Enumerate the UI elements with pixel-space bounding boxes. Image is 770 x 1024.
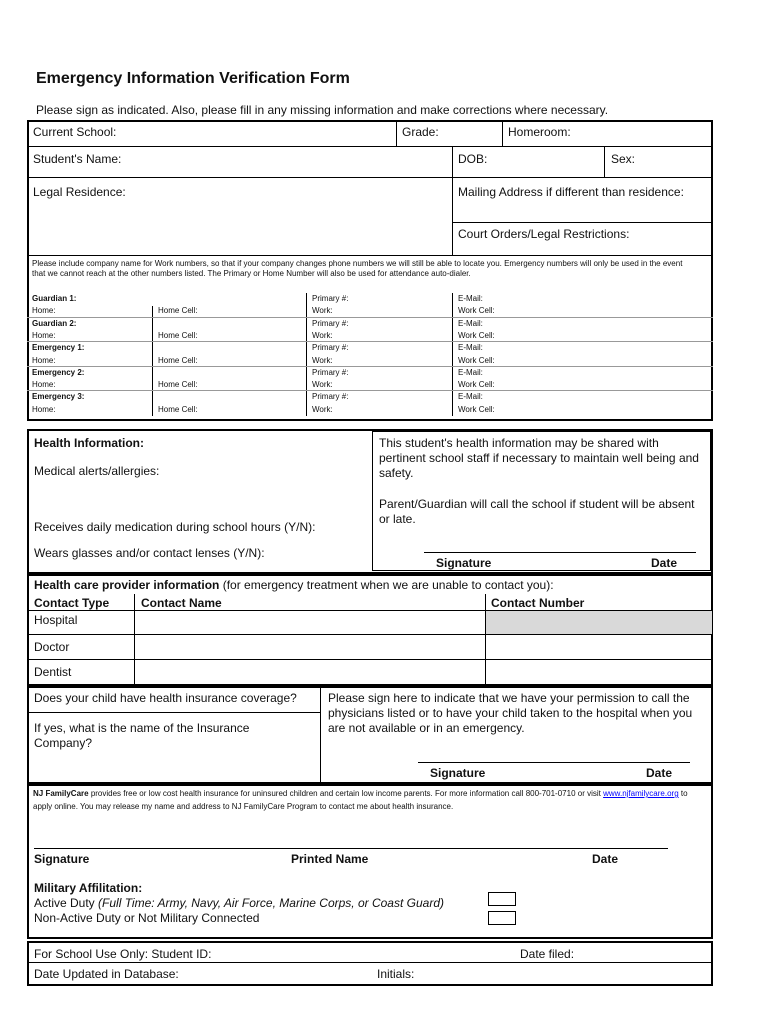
contact-cell[interactable]: Work Cell: — [458, 330, 495, 340]
contact-cell[interactable]: Work Cell: — [458, 380, 495, 390]
absent-statement: Parent/Guardian will call the school if student will be absent or late. — [379, 497, 695, 526]
insurance-company-field[interactable]: If yes, what is the name of the Insurance Company? — [34, 721, 250, 750]
mailing-address-field[interactable]: Mailing Address if different than residence: — [458, 185, 684, 199]
sex-field[interactable]: Sex: — [611, 152, 636, 166]
familycare-signature-line[interactable] — [34, 848, 668, 849]
initials-field[interactable]: Initials: — [377, 967, 415, 981]
non-active-checkbox[interactable] — [488, 911, 516, 925]
contact-cell[interactable]: Guardian 2: — [32, 318, 77, 328]
military-heading: Military Affilitation: — [34, 881, 143, 895]
contacts-note: Please include company name for Work numbers, so that if your company changes phone numbers we will still be able to locate you. Emergency numbers will only be used in the event that we cannot reach at the other numbers listed. The Primary or Home Number will also be used for attendance auto-dialer. — [32, 259, 683, 278]
legal-residence-field[interactable]: Legal Residence: — [33, 185, 126, 199]
row-hospital: Hospital — [34, 613, 78, 627]
active-duty-checkbox[interactable] — [488, 892, 516, 906]
familycare-signature-label: Signature — [34, 852, 90, 866]
familycare-text: NJ FamilyCare provides free or low cost health insurance for uninsured children and certain low income parents. For more information call 800-701-0710 or visit www.njfamilycare.org to apply online. You may release my name and address to NJ FamilyCare Program to contact me about health insurance. — [33, 789, 688, 811]
contact-cell[interactable]: E-Mail: — [458, 392, 483, 402]
hospital-number-shaded — [486, 611, 712, 634]
contact-cell[interactable]: Home Cell: — [158, 404, 198, 414]
contact-cell[interactable]: Work Cell: — [458, 404, 495, 414]
familycare-link[interactable]: www.njfamilycare.org — [603, 789, 679, 798]
share-statement: This student's health information may be shared with pertinent school staff if necessary to maintain well being and safety. — [379, 436, 699, 480]
contact-cell[interactable]: Guardian 1: — [32, 294, 77, 303]
date-filed-field[interactable]: Date filed: — [520, 947, 575, 961]
current-school-field[interactable]: Current School: — [33, 125, 117, 139]
court-orders-field[interactable]: Court Orders/Legal Restrictions: — [458, 227, 630, 241]
contact-cell[interactable]: Home: — [32, 306, 56, 316]
contact-cell[interactable]: Work: — [312, 330, 333, 340]
student-id-field[interactable]: For School Use Only: Student ID: — [34, 947, 212, 961]
permission-signature-label: Signature — [430, 766, 486, 780]
contact-cell[interactable]: Home Cell: — [158, 330, 198, 340]
page-title: Emergency Information Verification Form — [36, 70, 350, 87]
contact-cell[interactable]: Home: — [32, 380, 56, 390]
contact-cell[interactable]: Primary #: — [312, 343, 349, 353]
contact-cell[interactable]: E-Mail: — [458, 343, 483, 353]
contact-cell[interactable]: E-Mail: — [458, 367, 483, 377]
contact-cell[interactable]: Work Cell: — [458, 306, 495, 316]
row-dentist: Dentist — [34, 665, 72, 679]
contact-cell[interactable]: E-Mail: — [458, 318, 483, 328]
insurance-question[interactable]: Does your child have health insurance coverage? — [34, 691, 297, 705]
homeroom-field[interactable]: Homeroom: — [508, 125, 571, 139]
contact-cell[interactable]: Primary #: — [312, 392, 349, 402]
glasses-field[interactable]: Wears glasses and/or contact lenses (Y/N): — [34, 546, 265, 560]
contact-cell[interactable]: Home Cell: — [158, 380, 198, 390]
printed-name-label: Printed Name — [291, 852, 369, 866]
contact-cell[interactable]: Emergency 1: — [32, 343, 85, 353]
students-name-field[interactable]: Student's Name: — [33, 152, 122, 166]
contact-cell[interactable]: Home Cell: — [158, 306, 198, 316]
contact-cell[interactable]: Work: — [312, 355, 333, 365]
contact-cell[interactable]: Home: — [32, 355, 56, 365]
col-contact-type: Contact Type — [34, 596, 110, 610]
contact-cell[interactable]: Work: — [312, 404, 333, 414]
familycare-date-label: Date — [592, 852, 619, 866]
contact-cell[interactable]: E-Mail: — [458, 294, 483, 303]
active-duty-label: Active Duty (Full Time: Army, Navy, Air Force, Marine Corps, or Coast Guard) — [34, 896, 444, 910]
row-doctor: Doctor — [34, 640, 70, 654]
health-signature-line[interactable] — [424, 552, 696, 553]
health-signature-label: Signature — [436, 556, 492, 570]
contact-cell[interactable]: Work Cell: — [458, 355, 495, 365]
col-contact-number: Contact Number — [491, 596, 585, 610]
non-active-label: Non-Active Duty or Not Military Connected — [34, 911, 260, 925]
contact-cell[interactable]: Home: — [32, 330, 56, 340]
instructions-text: Please sign as indicated. Also, please fill in any missing information and make corrections where necessary. — [36, 103, 609, 117]
medical-alerts-field[interactable]: Medical alerts/allergies: — [34, 464, 160, 478]
dob-field[interactable]: DOB: — [458, 152, 488, 166]
health-heading: Health Information: — [34, 436, 144, 450]
contact-cell[interactable]: Work: — [312, 380, 333, 390]
contact-cell[interactable]: Emergency 2: — [32, 367, 85, 377]
contact-cell[interactable]: Home Cell: — [158, 355, 198, 365]
grade-field[interactable]: Grade: — [402, 125, 439, 139]
permission-statement: Please sign here to indicate that we have your permission to call the physicians listed or to have your child taken to the hospital when you are not available or in an emergency. — [328, 691, 693, 735]
contact-cell[interactable]: Home: — [32, 404, 56, 414]
date-updated-field[interactable]: Date Updated in Database: — [34, 967, 179, 981]
contact-cell[interactable]: Primary #: — [312, 367, 349, 377]
contact-cell[interactable]: Emergency 3: — [32, 392, 85, 402]
contact-cell[interactable]: Primary #: — [312, 318, 349, 328]
daily-medication-field[interactable]: Receives daily medication during school hours (Y/N): — [34, 520, 316, 534]
provider-heading: Health care provider information (for emergency treatment when we are unable to contact you): — [34, 578, 554, 592]
health-date-label: Date — [651, 556, 678, 570]
col-contact-name: Contact Name — [141, 596, 222, 610]
permission-date-label: Date — [646, 766, 673, 780]
permission-signature-line[interactable] — [418, 762, 690, 763]
contact-cell[interactable]: Work: — [312, 306, 333, 316]
contact-cell[interactable]: Primary #: — [312, 294, 349, 303]
